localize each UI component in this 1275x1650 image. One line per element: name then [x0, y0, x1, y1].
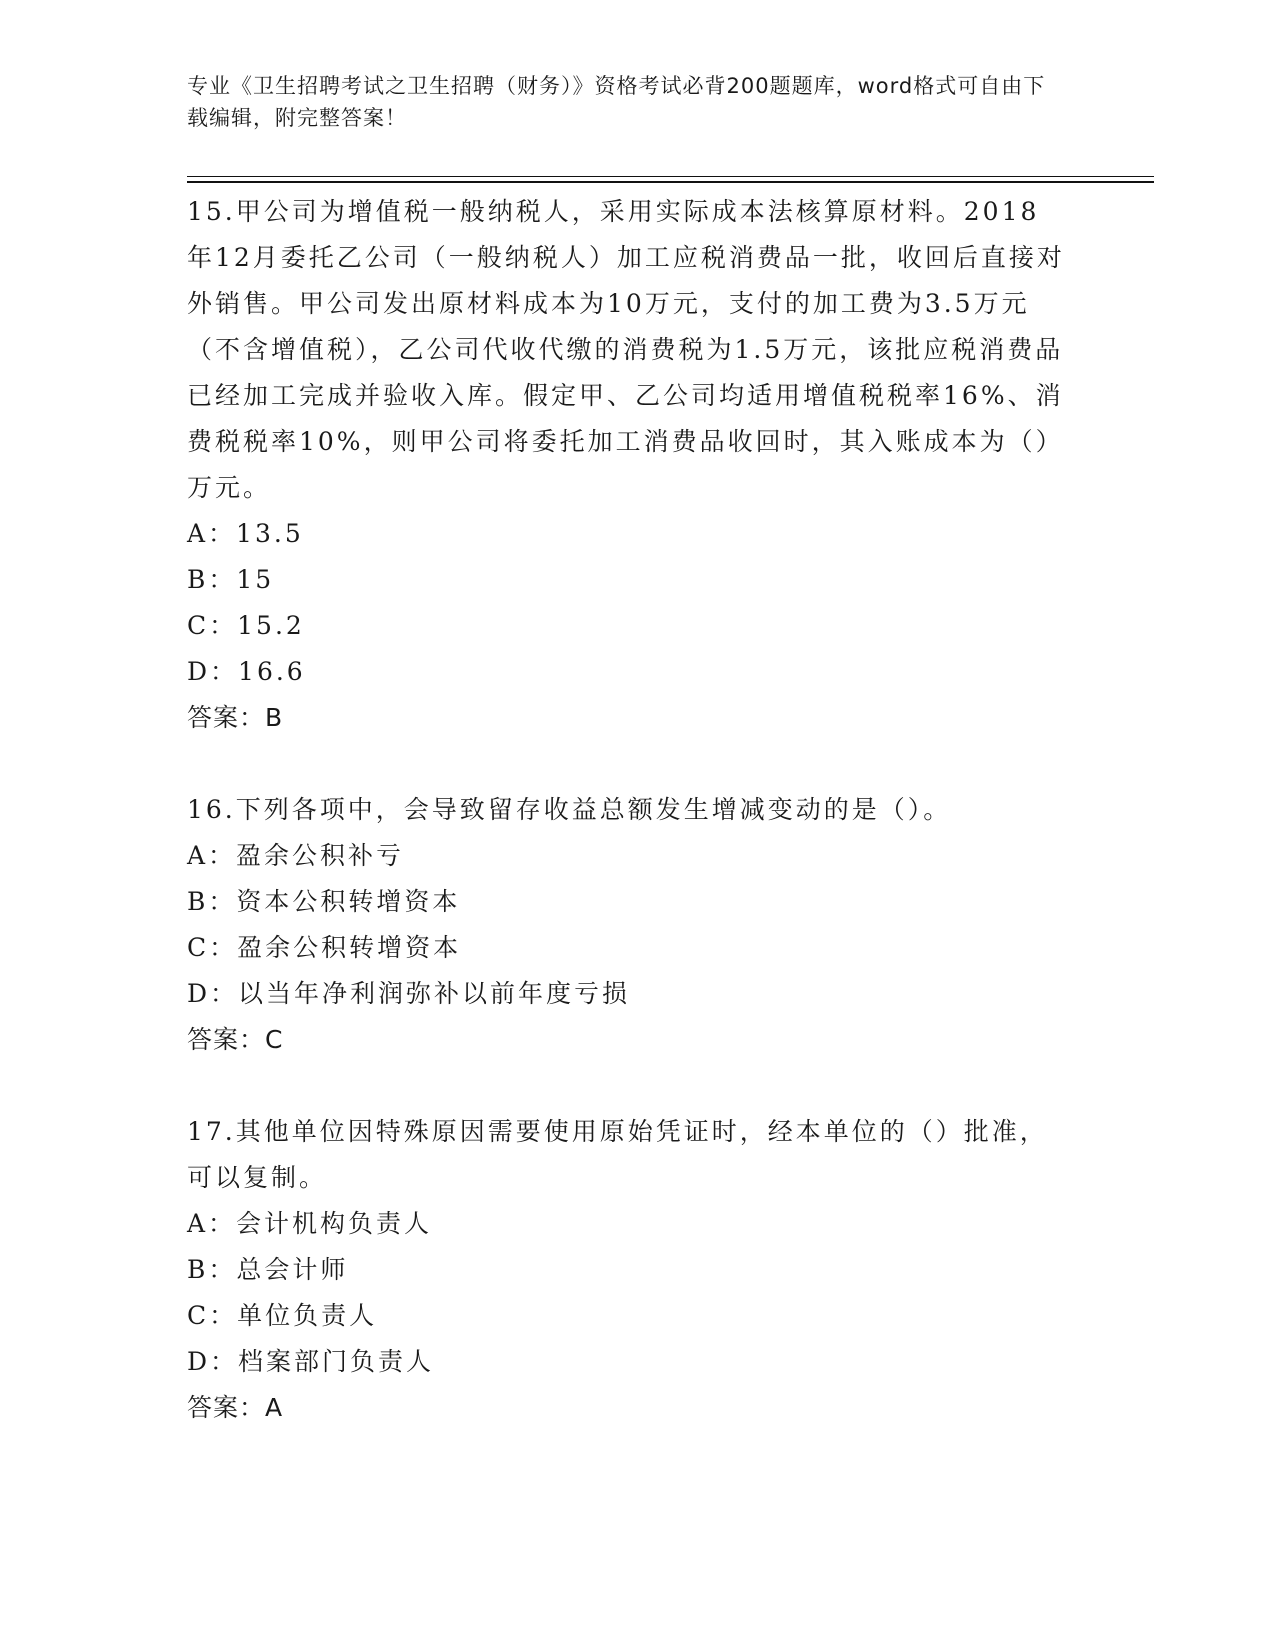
answer-line: 答案：A: [187, 1393, 284, 1422]
question-list: [187, 189, 1067, 1477]
option-b: B：总会计师: [187, 1255, 349, 1284]
document-header: [187, 70, 1067, 134]
header-intro-text: 专业《卫生招聘考试之卫生招聘（财务）》资格考试必背200题题库，word格式可自由下载编辑，附完整答案！: [187, 74, 1046, 130]
question-stem: 15.甲公司为增值税一般纳税人，采用实际成本法核算原材料。2018年12月委托乙公司（一般纳税人）加工应税消费品一批，收回后直接对外销售。甲公司发出原材料成本为10万元，支付的加工费为3.5万元（不含增值税），乙公司代收代缴的消费税为1.5万元，该批应税消费品已经加工完成并验收入库。假定甲、乙公司均适用增值税税率16%、消费税税率10%，则甲公司将委托加工消费品收回时，其入账成本为（）万元。: [187, 197, 1065, 502]
question-17: [187, 1109, 1067, 1431]
option-d: D：16.6: [187, 657, 306, 686]
option-c: C：盈余公积转增资本: [187, 933, 462, 962]
answer-line: 答案：C: [187, 1025, 284, 1054]
option-c: C：单位负责人: [187, 1301, 378, 1330]
option-a: A：13.5: [187, 519, 304, 548]
answer-line: 答案：B: [187, 703, 284, 732]
option-b: B：资本公积转增资本: [187, 887, 461, 916]
option-d: D：档案部门负责人: [187, 1347, 435, 1376]
option-d: D：以当年净利润弥补以前年度亏损: [187, 979, 631, 1008]
option-a: A：盈余公积补亏: [187, 841, 405, 870]
header-divider-thick: [187, 181, 1154, 183]
question-15: [187, 189, 1067, 741]
option-c: C：15.2: [187, 611, 305, 640]
option-a: A：会计机构负责人: [187, 1209, 433, 1238]
question-16: [187, 787, 1067, 1063]
header-divider-thin: [187, 176, 1154, 177]
question-stem: 17.其他单位因特殊原因需要使用原始凭证时，经本单位的（）批准，可以复制。: [187, 1117, 1048, 1192]
option-b: B：15: [187, 565, 275, 594]
question-stem: 16.下列各项中，会导致留存收益总额发生增减变动的是（）。: [187, 795, 952, 824]
